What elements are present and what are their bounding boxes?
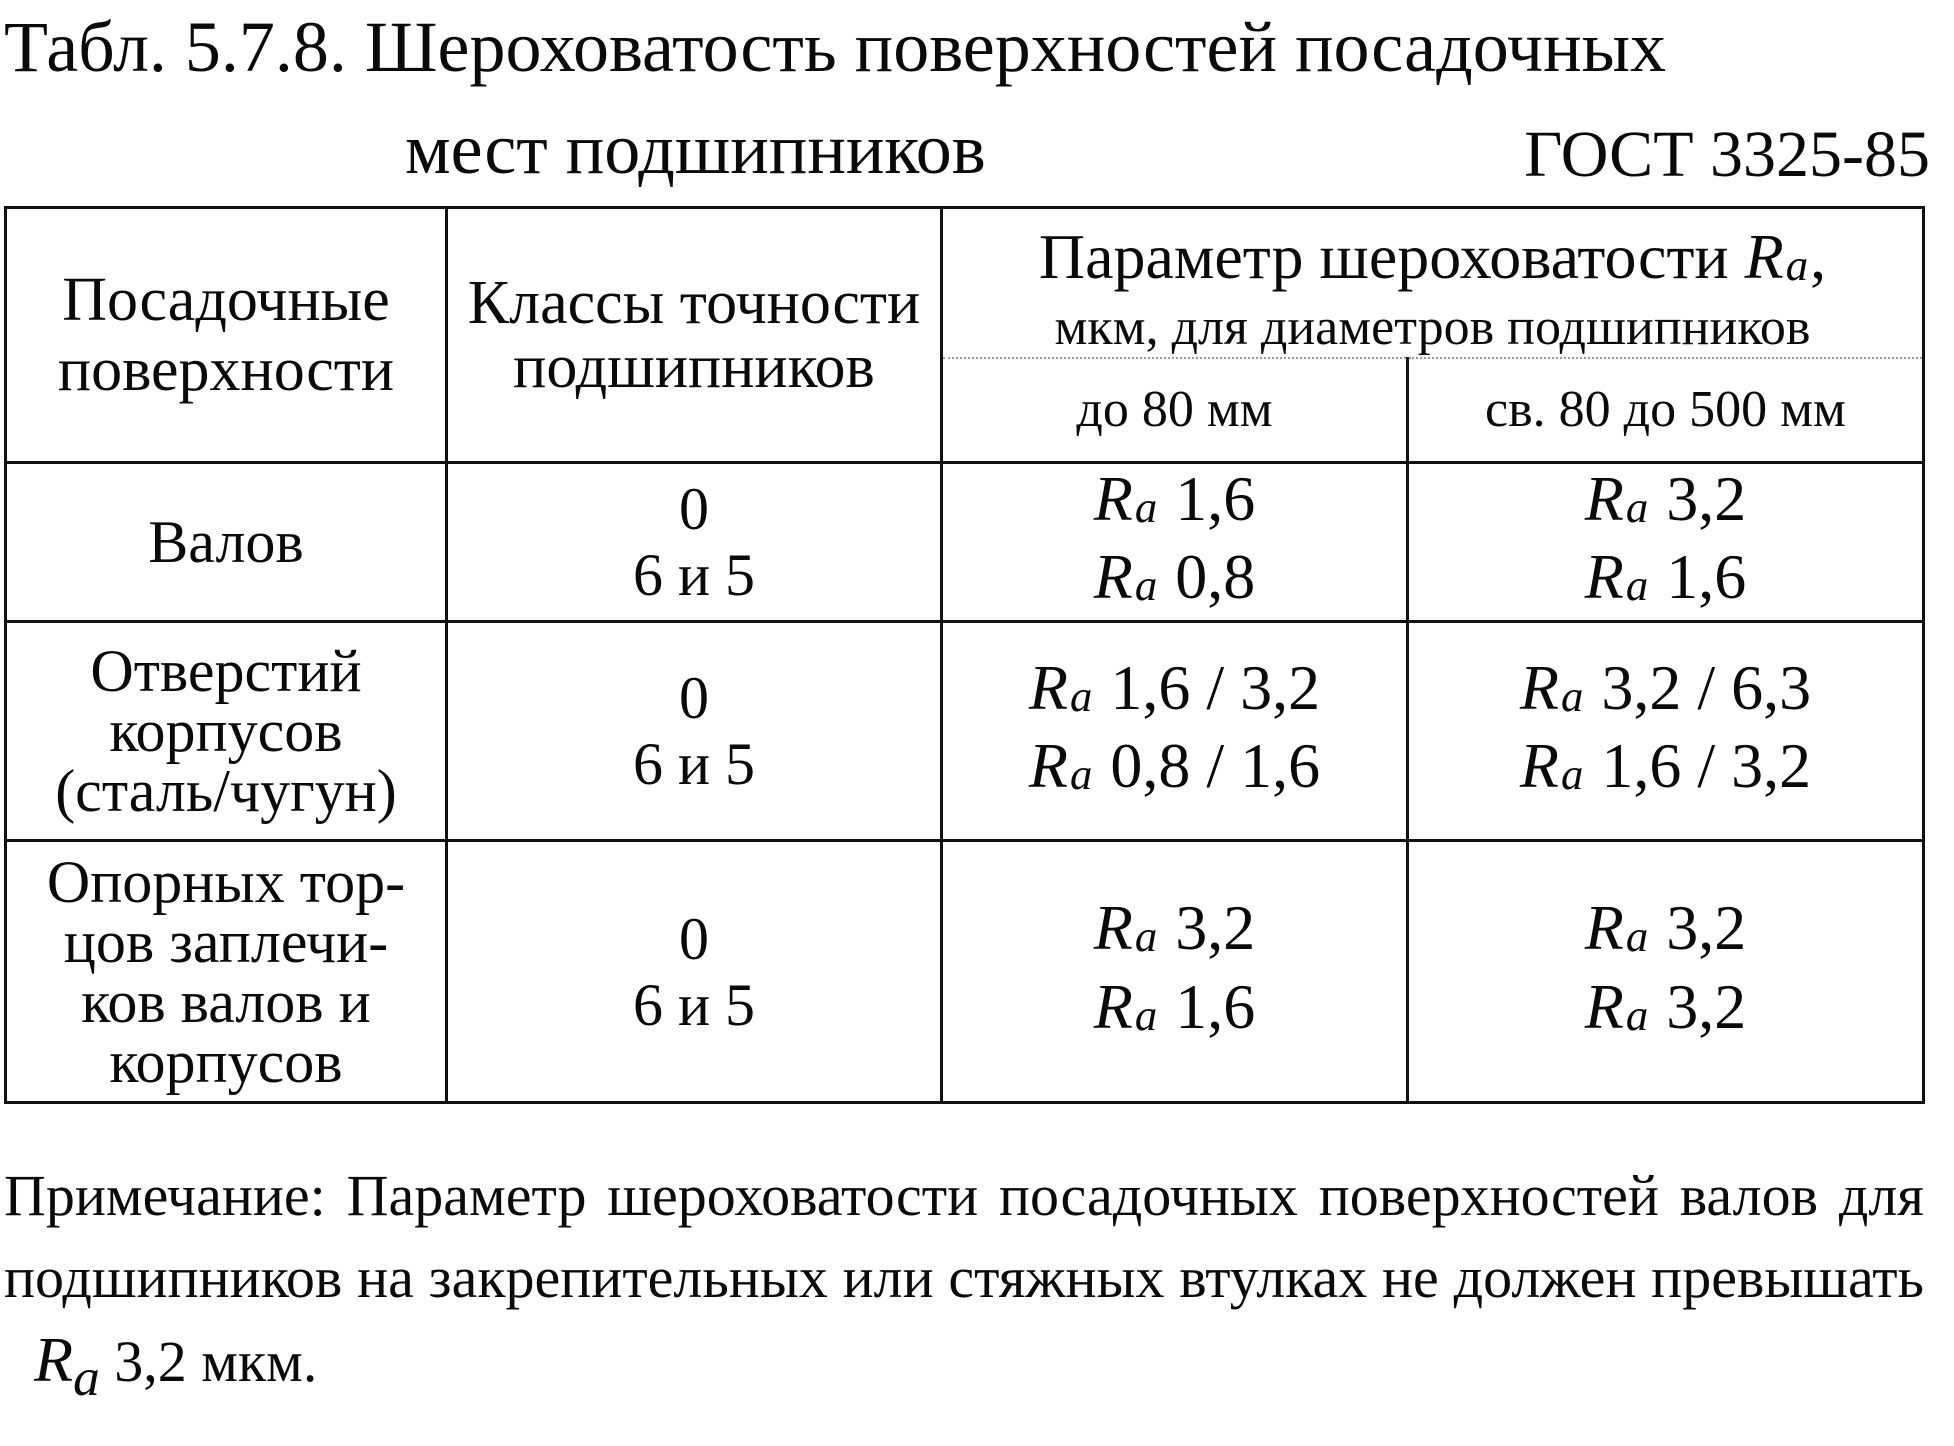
header-classes: Классы точности подшипников — [447, 208, 942, 463]
standard-reference: ГОСТ 3325-85 — [1524, 118, 1930, 191]
row-classes: 0 6 и 5 — [447, 841, 942, 1103]
row-value-small: $R_a$ 1,6 / 3,2 $R_a$ 0,8 / 1,6 — [942, 622, 1408, 841]
table-note — [4, 1155, 1924, 1418]
table-title-line1: Табл. 5.7.8. Шероховатость поверхностей посадочных — [4, 7, 1666, 87]
row-surface: Валов — [6, 462, 447, 621]
row-value-large: $R_a$ 3,2 / 6,3 $R_a$ 1,6 / 3,2 — [1408, 622, 1924, 841]
roughness-table — [4, 206, 1925, 1104]
row-value-large: $R_a$ 3,2 $R_a$ 1,6 — [1408, 462, 1924, 621]
row-value-large: $R_a$ 3,2 $R_a$ 3,2 — [1408, 841, 1924, 1103]
table-title-line2: мест подшипников — [405, 109, 986, 189]
row-classes: 0 6 и 5 — [447, 622, 942, 841]
row-surface: Отверстий корпусов (сталь/чугун) — [6, 622, 447, 841]
row-surface: Опорных тор- цов заплечи- ков валов и корпусов — [6, 841, 447, 1103]
note-text: Примечание: Параметр шероховатости посадочных поверхностей валов для подшипников на закрепительных или стяжных втулках не должен превышать — [4, 1163, 1924, 1310]
row-value-small: $R_a$ 3,2 $R_a$ 1,6 — [942, 841, 1408, 1103]
header-parameter-label: Параметр шероховатости — [1038, 221, 1729, 292]
header-diameter-large: св. 80 до 500 мм — [1408, 358, 1924, 462]
row-classes: 0 6 и 5 — [447, 462, 942, 621]
header-surfaces: Посадочные поверхности — [6, 208, 447, 463]
header-diameter-small: до 80 мм — [942, 358, 1408, 462]
header-parameter: Параметр шероховатости $R_a$, мкм, для диаметров подшипников — [942, 208, 1924, 359]
table-row — [6, 841, 1924, 1103]
table-row — [6, 622, 1924, 841]
header-parameter-symbol: $R_a$ — [1744, 221, 1811, 292]
table-row — [6, 462, 1924, 621]
note-symbol: $R_a$ — [34, 1324, 100, 1407]
header-parameter-units: мкм, для диаметров подшипников — [1054, 299, 1811, 357]
row-value-small: $R_a$ 1,6 $R_a$ 0,8 — [942, 462, 1408, 621]
note-value: 3,2 мкм. — [114, 1329, 318, 1394]
